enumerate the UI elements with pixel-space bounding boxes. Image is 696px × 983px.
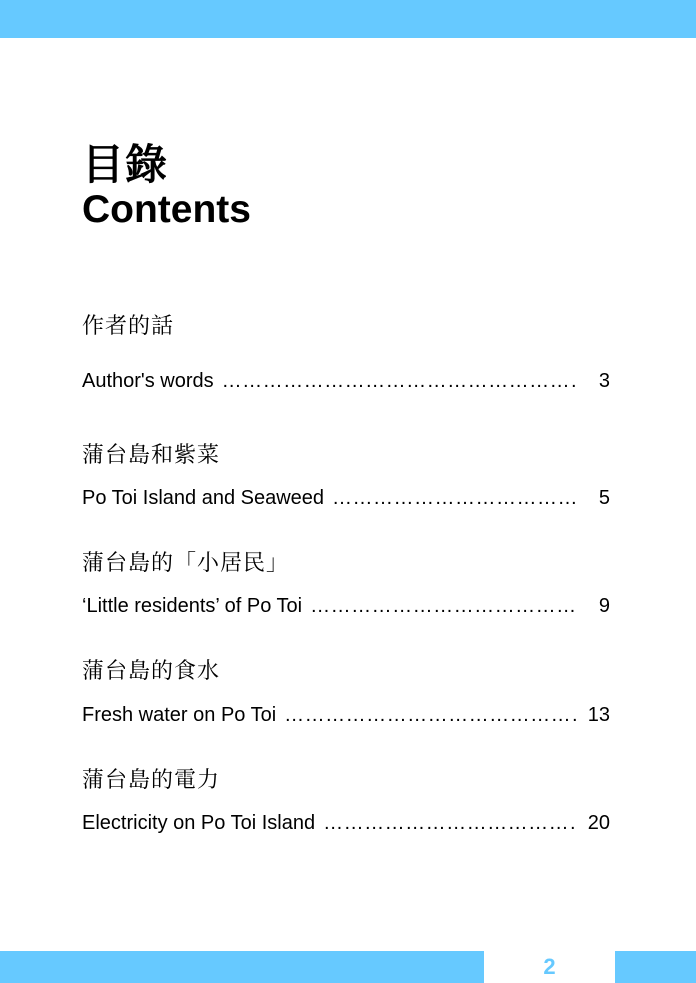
toc-entry-title: Fresh water on Po Toi bbox=[82, 704, 277, 726]
dot-leader bbox=[323, 812, 578, 835]
footer-bar-right bbox=[615, 951, 696, 983]
dot-leader bbox=[284, 704, 578, 727]
toc-entry-title: Po Toi Island and Seaweed bbox=[82, 487, 325, 509]
toc-entry-title: Electricity on Po Toi Island bbox=[82, 812, 316, 834]
page-title-chinese: 目錄 bbox=[82, 140, 169, 189]
toc-entry-page-number: 5 bbox=[598, 487, 610, 509]
toc-entry-page-number: 13 bbox=[587, 704, 610, 726]
dot-leader bbox=[222, 370, 578, 393]
toc-heading-chinese: 蒲台島的電力 bbox=[82, 768, 221, 793]
toc-heading-chinese: 蒲台島的「小居民」 bbox=[82, 551, 290, 576]
toc-heading-chinese: 蒲台島的食水 bbox=[82, 659, 221, 684]
page-title-english: Contents bbox=[82, 188, 251, 231]
toc-entry-page-number: 20 bbox=[587, 812, 610, 834]
dot-leader bbox=[332, 487, 578, 510]
toc-entry[interactable] bbox=[82, 370, 610, 398]
footer-bar-left bbox=[0, 951, 484, 983]
toc-entry[interactable] bbox=[82, 595, 610, 623]
toc-entry-page-number: 9 bbox=[598, 595, 610, 617]
toc-entry-page-number: 3 bbox=[598, 370, 610, 392]
top-header-bar bbox=[0, 0, 696, 38]
toc-entry[interactable] bbox=[82, 812, 610, 840]
toc-heading-chinese: 作者的話 bbox=[82, 314, 175, 339]
dot-leader bbox=[310, 595, 578, 618]
toc-entry-title: Author's words bbox=[82, 370, 214, 392]
toc-heading-chinese: 蒲台島和紫菜 bbox=[82, 443, 221, 468]
toc-entry[interactable] bbox=[82, 704, 610, 732]
toc-entry-title: ‘Little residents’ of Po Toi bbox=[82, 595, 303, 617]
toc-entry[interactable] bbox=[82, 487, 610, 515]
page-number: 2 bbox=[543, 954, 556, 979]
